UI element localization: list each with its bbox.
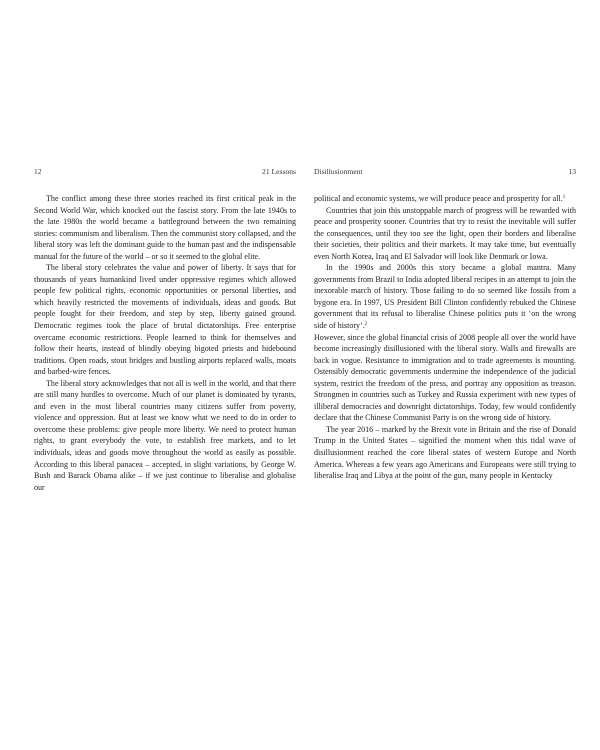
right-paragraph-4: However, since the global financial crisis of 2008 people all over the world have become increasingly disillusioned with the liberal story. Walls and firewalls are back in vogue. Resistance to immigration and to trade agreements is mounting. Ostensibly democratic governments undermine the independence of the judicial system, restrict the freedom of the press, and portray any opposition as treason. Strongmen in countries such as Turkey and Russia experiment with new types of illiberal democracies and downright dictatorships. Today, few would confidently declare that the Chinese Communist Party is on the wrong side of history. xyxy=(314,332,576,423)
left-page-number: 12 xyxy=(34,167,42,176)
footnote-ref-2: 2 xyxy=(364,322,368,328)
footnote-ref-1: 1 xyxy=(562,195,566,200)
right-paragraph-3-text: In the 1990s and 2000s this story became a global mantra. Many governments from Brazil to India adopted liberal recipes in an attempt to join the inexorable march of history. Those failing to do so seemed like fossils from a bygone era. In 1997, US President Bill Clinton confidently rebuked the Chinese government that its refusal to liberalise Chinese politics puts it ‘on the wrong side of history’. xyxy=(314,263,576,331)
left-running-head xyxy=(34,166,296,178)
left-paragraph-1: The conflict among these three stories reached its first critical peak in the Second World War, which knocked out the fascist story. From the late 1940s to the late 1980s the world became a battleground between the two remaining stories: communism and liberalism. Then the communist story collapsed, and the liberal story was left the dominant guide to the human past and the indispensable manual for the future of the world – or so it seemed to the global elite. xyxy=(34,194,296,261)
left-running-title: 21 Lessons xyxy=(262,167,296,176)
right-paragraph-5: The year 2016 – marked by the Brexit vote in Britain and the rise of Donald Trump in the United States – signified the moment when this tidal wave of disillusionment reached the core liberal states of western Europe and North America. Whereas a few years ago Americans and Europeans were still trying to liberalise Iraq and Libya at the point of the gun, many people in Kentucky xyxy=(314,424,576,481)
left-paragraph-3: The liberal story acknowledges that not all is well in the world, and that there are still many hurdles to overcome. Much of our planet is dominated by tyrants, and even in the most liberal countries many citizens suffer from poverty, violence and oppression. But at least we know what we need to do in order to overcome these problems: give people more liberty. We need to protect human rights, to grant everybody the vote, to establish free markets, and to let individuals, ideas and goods move throughout the world as easily as possible. According to this liberal panacea – accepted, in slight variations, by George W. Bush and Barack Obama alike – if we just continue to liberalise and globalise our xyxy=(34,378,296,492)
left-body-text xyxy=(34,193,296,493)
left-paragraph-2: The liberal story celebrates the value and power of liberty. It says that for thousands of years humankind lived under oppressive regimes which allowed people few political rights, economic opportunities or personal liberties, and which heavily restricted the movements of individuals, ideas and goods. But people fought for their freedom, and step by step, liberty gained ground. Democratic regimes took the place of brutal dictatorships. Free enterprise overcame economic restrictions. People learned to think for themselves and follow their hearts, instead of blindly obeying bigoted priests and hidebound traditions. Open roads, stout bridges and bustling airports replaced walls, moats and barbed-wire fences. xyxy=(34,263,296,377)
right-page-number: 13 xyxy=(568,167,576,176)
right-paragraph-1-text: political and economic systems, we will produce peace and prosperity for all. xyxy=(314,194,563,203)
right-page xyxy=(314,166,576,482)
right-paragraph-2: Countries that join this unstoppable march of progress will be rewarded with peace and prosperity sooner. Countries that try to resist the inevitable will suffer the consequences, until they too see the light, open their borders and liberalise their societies, their politics and their markets. It may take time, but eventually even North Korea, Iraq and El Salvador will look like Denmark or Iowa. xyxy=(314,205,576,261)
right-running-head xyxy=(314,166,576,178)
right-running-title: Disillusionment xyxy=(314,167,363,176)
right-paragraph-1 xyxy=(314,193,576,205)
left-page xyxy=(34,166,296,493)
right-paragraph-3 xyxy=(314,262,576,331)
right-body-text xyxy=(314,193,576,482)
